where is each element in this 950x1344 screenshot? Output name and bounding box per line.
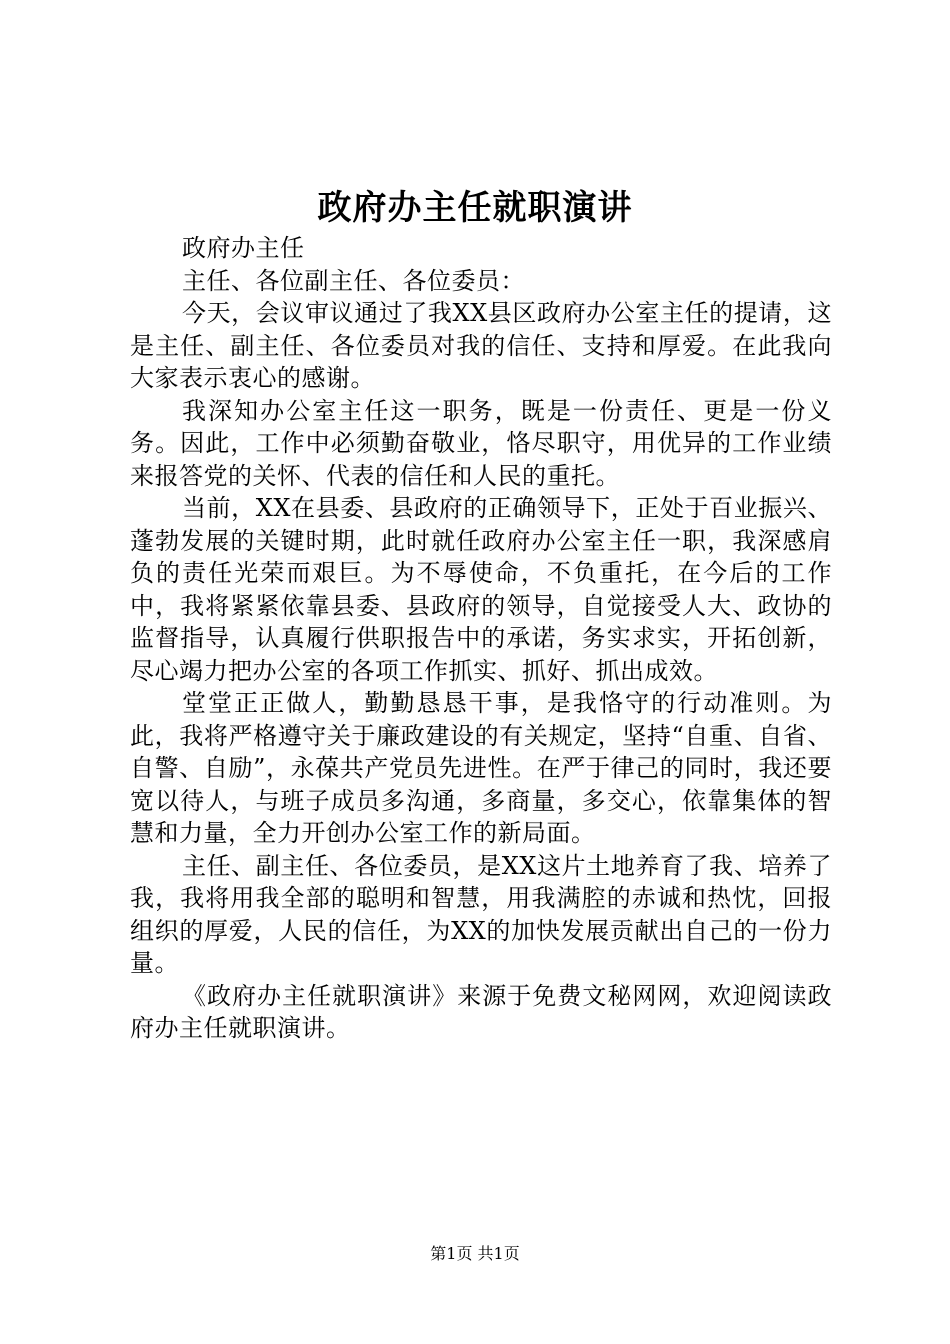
paragraph-source-note: 《政府办主任就职演讲》来源于免费文秘网网，欢迎阅读政府办主任就职演讲。 xyxy=(130,981,832,1042)
document-title: 政府办主任就职演讲 xyxy=(317,188,633,228)
paragraph: 当前，XX在县委、县政府的正确领导下，正处于百业振兴、蓬勃发展的关键时期，此时就任政府办公室主任一职，我深感肩负的责任光荣而艰巨。为不辱使命，不负重托，在今后的工作中，我将紧紧依靠县委、县政府的领导，自觉接受人大、政协的监督指导，认真履行供职报告中的承诺，务实求实，开拓创新，尽心竭力把办公室的各项工作抓实、抓好、抓出成效。 xyxy=(130,494,832,685)
paragraph: 我深知办公室主任这一职务，既是一份责任、更是一份义务。因此，工作中必须勤奋敬业，恪尽职守，用优异的工作业绩来报答党的关怀、代表的信任和人民的重托。 xyxy=(130,396,832,490)
paragraph: 今天，会议审议通过了我XX县区政府办公室主任的提请，这是主任、副主任、各位委员对我的信任、支持和厚爱。在此我向大家表示衷心的感谢。 xyxy=(130,299,832,392)
paragraph: 堂堂正正做人，勤勤恳恳干事，是我恪守的行动准则。为此，我将严格遵守关于廉政建设的有关规定，坚持“自重、自省、自警、自励”，永葆共产党员先进性。在严于律己的同时，我还要宽以待人，与班子成员多沟通，多商量，多交心，依靠集体的智慧和力量，全力开创办公室工作的新局面。 xyxy=(130,689,832,847)
paragraph-heading: 政府办主任 xyxy=(182,234,305,262)
page-number-footer: 第1页 共1页 xyxy=(430,1244,520,1263)
paragraph-salutation: 主任、各位副主任、各位委员： xyxy=(182,266,525,295)
paragraph: 主任、副主任、各位委员，是XX这片土地养育了我、培养了我，我将用我全部的聪明和智慧，用我满腔的赤诚和热忱，回报组织的厚爱，人民的信任，为XX的加快发展贡献出自己的一份力量。 xyxy=(130,851,832,977)
document-body xyxy=(130,232,832,1045)
